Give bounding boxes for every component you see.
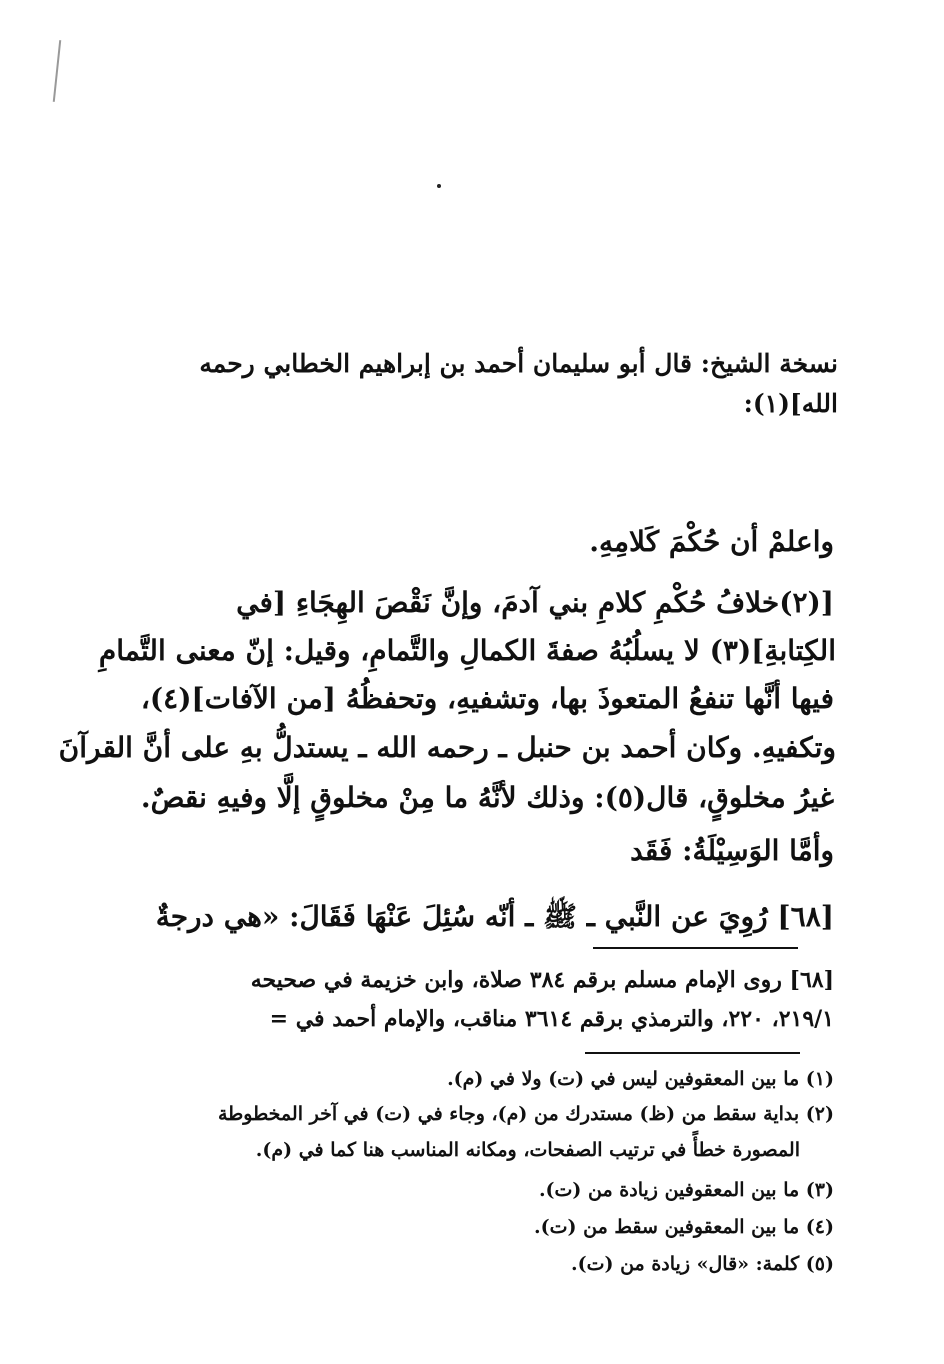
body-line-4: فيها أنَّها تنفعُ المتعوذَ بها، وتشفيهِ، وتحفظُهُ [من الآفات](٤)، bbox=[140, 682, 834, 715]
footnote-separator-short bbox=[585, 1052, 800, 1054]
body-line-7: وأمَّا الوَسِيْلَةُ: فَقَد bbox=[630, 834, 834, 867]
body-line-5: وتكفيهِ. وكان أحمد بن حنبل ـ رحمه الله ـ يستدلُّ بهِ على أنَّ القرآنَ bbox=[58, 731, 836, 764]
footnote-1: (١) ما بين المعقوفين ليس في (ت) ولا في (م). bbox=[447, 1068, 834, 1090]
footnote-separator-long bbox=[593, 947, 798, 949]
body-line-6: غيرُ مخلوقٍ، قال(٥): وذلك لأنَّهُ ما مِنْ مخلوقٍ إلَّا وفيهِ نقصٌ. bbox=[140, 781, 834, 814]
heading-line-1: نسخة الشيخ: قال أبو سليمان أحمد بن إبراهيم الخطابي رحمه bbox=[199, 349, 838, 378]
footnote-2-line-1: (٢) بداية سقط من (ظ) مستدرك من (م)، وجاء في (ت) في آخر المخطوطة bbox=[217, 1103, 834, 1125]
hadith-68-reference-line-1: [٦٨] روى الإمام مسلم برقم ٣٨٤ صلاة، وابن خزيمة في صحيحه bbox=[250, 967, 834, 993]
body-line-3: الكِتابةِ](٣) لا يسلُبُهُ صفةَ الكمالِ والتَّمامِ، وقيل: إنّ معنى التَّمامِ bbox=[98, 634, 836, 667]
body-line-8: [٦٨] رُوِيَ عن النَّبي ـ ﷺ ـ أنّه سُئِلَ عَنْهَا فَقَالَ: «هي درجةٌ bbox=[155, 900, 834, 933]
footnote-3: (٣) ما بين المعقوفين زيادة من (ت). bbox=[538, 1179, 834, 1201]
body-line-1: واعلمْ أن حُكْمَ كَلامِهِ. bbox=[589, 525, 834, 558]
body-line-2: [(٢)خلافُ حُكْمِ كلامِ بني آدمَ، وإنَّ نَقْصَ الهِجَاءِ [في bbox=[236, 586, 834, 619]
footnote-2-line-2: المصورة خطأً في ترتيب الصفحات، ومكانه المناسب هنا كما في (م). bbox=[255, 1139, 800, 1161]
margin-pen-mark bbox=[53, 40, 61, 102]
hadith-68-reference-line-2: ٢١٩/١، ٢٢٠، والترمذي برقم ٣٦١٤ مناقب، والإمام أحمد في = bbox=[269, 1006, 834, 1032]
footnote-5: (٥) كلمة: «قال» زيادة من (ت). bbox=[570, 1253, 834, 1275]
heading-line-2: الله](١): bbox=[743, 389, 838, 418]
ink-dot bbox=[437, 184, 441, 188]
manuscript-heading bbox=[199, 344, 838, 424]
footnote-4: (٤) ما بين المعقوفين سقط من (ت). bbox=[534, 1216, 834, 1238]
